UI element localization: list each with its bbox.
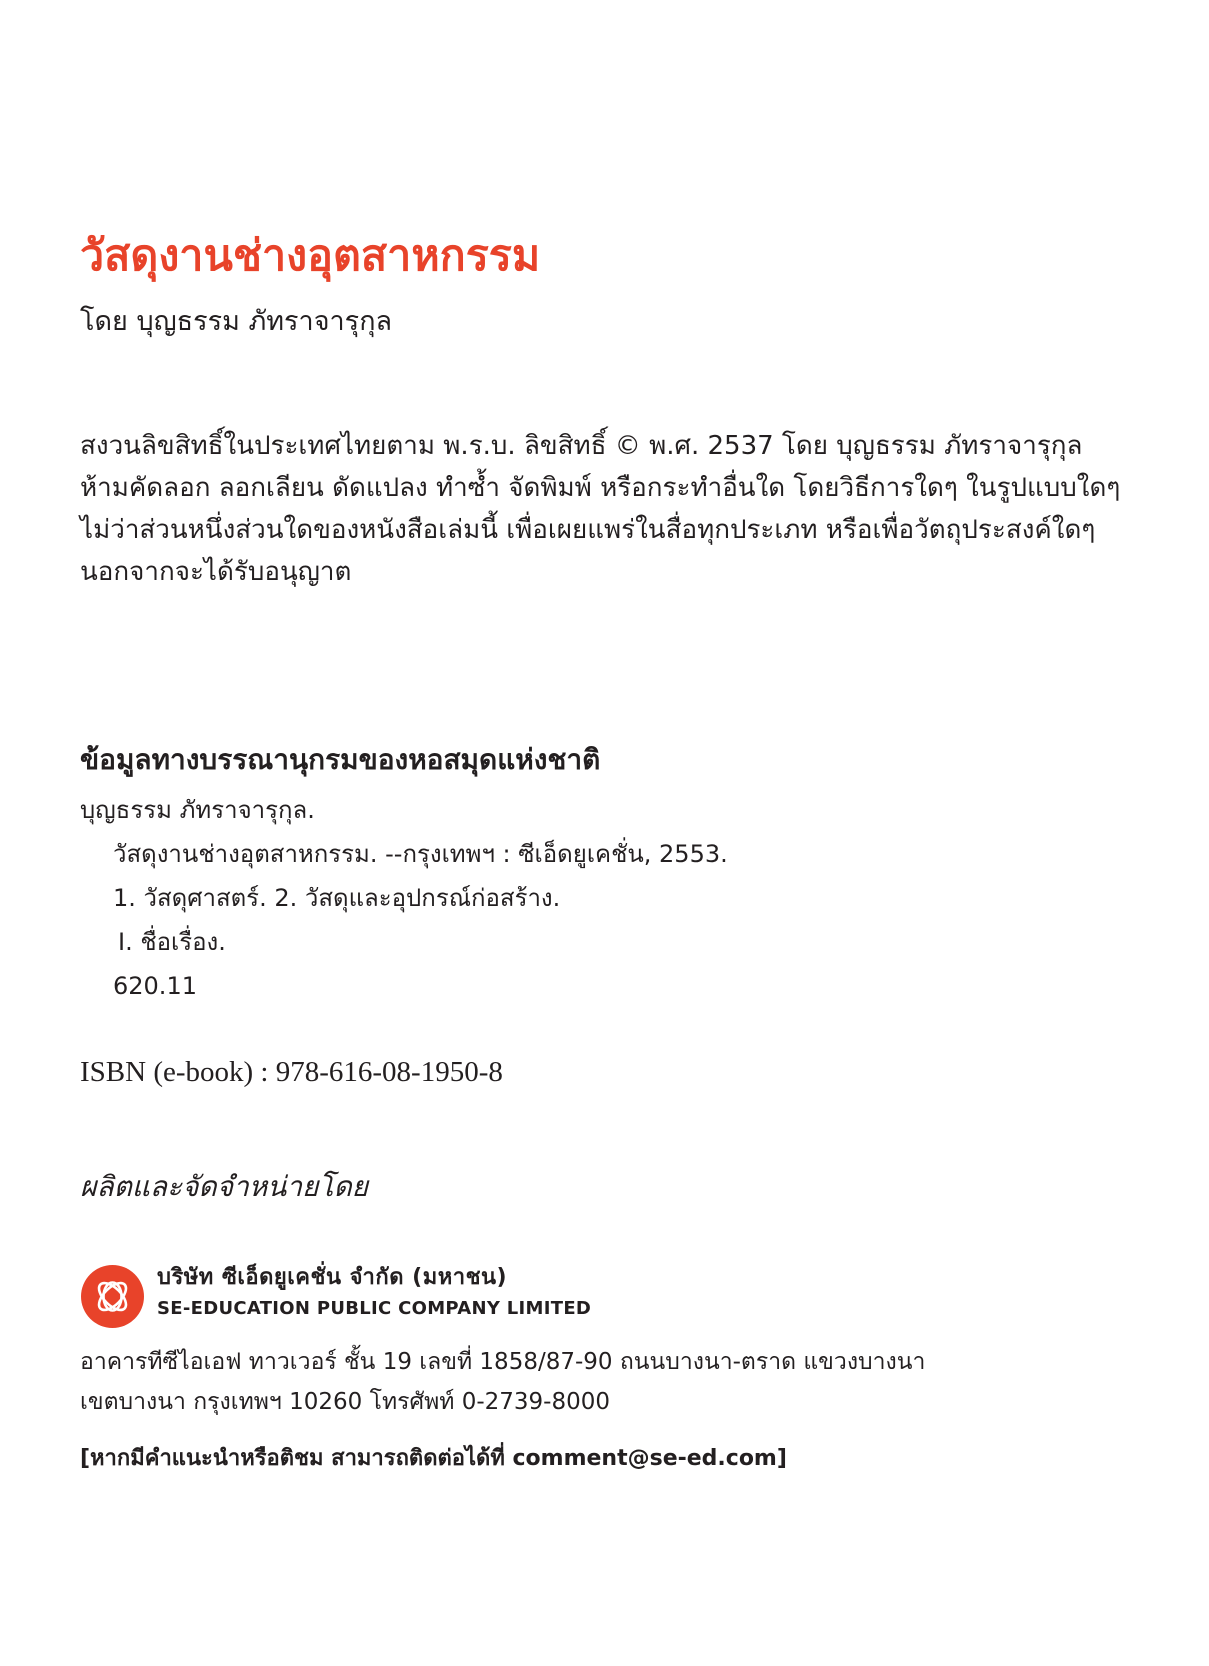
cip-title-line: วัสดุงานช่างอุตสาหกรรม. --กรุงเทพฯ : ซีเอ็ดยูเคชั่น, 2553. — [113, 840, 728, 868]
producer-label: ผลิตและจัดจำหน่ายโดย — [80, 1170, 369, 1203]
isbn: ISBN (e-book) : 978-616-08-1950-8 — [80, 1056, 503, 1088]
cip-author: บุญธรรม ภัทราจารุกุล. — [80, 796, 315, 824]
se-ed-logo-icon — [81, 1265, 144, 1328]
copyright-line: ห้ามคัดลอก ลอกเลียน ดัดแปลง ทำซ้ำ จัดพิมพ์ หรือกระทำอื่นใด โดยวิธีการใดๆ ในรูปแบบใดๆ — [80, 473, 1121, 503]
cip-title-entry: I. ชื่อเรื่อง. — [118, 928, 226, 956]
cip-classification: 620.11 — [113, 972, 197, 1000]
book-title: วัสดุงานช่างอุตสาหกรรม — [80, 231, 541, 281]
cip-heading: ข้อมูลทางบรรณานุกรมของหอสมุดแห่งชาติ — [80, 743, 601, 776]
author-line: โดย บุญธรรม ภัทราจารุกุล — [80, 306, 393, 337]
address-line: เขตบางนา กรุงเทพฯ 10260 โทรศัพท์ 0-2739-8000 — [80, 1389, 611, 1415]
cip-subjects: 1. วัสดุศาสตร์. 2. วัสดุและอุปกรณ์ก่อสร้าง. — [113, 884, 561, 912]
copyright-line: สงวนลิขสิทธิ์ในประเทศไทยตาม พ.ร.บ. ลิขสิทธิ์ © พ.ศ. 2537 โดย บุญธรรม ภัทราจารุกุล — [80, 431, 1083, 461]
feedback-note: [หากมีคำแนะนำหรือติชม สามารถติดต่อได้ที่ comment@se-ed.com] — [80, 1446, 787, 1471]
address-line: อาคารทีซีไอเอฟ ทาวเวอร์ ชั้น 19 เลขที่ 1858/87-90 ถนนบางนา-ตราด แขวงบางนา — [80, 1349, 926, 1375]
company-name-thai: บริษัท ซีเอ็ดยูเคชั่น จำกัด (มหาชน) — [157, 1265, 508, 1290]
company-name-english: SE-EDUCATION PUBLIC COMPANY LIMITED — [157, 1298, 592, 1319]
copyright-line: ไม่ว่าส่วนหนึ่งส่วนใดของหนังสือเล่มนี้ เพื่อเผยแพร่ในสื่อทุกประเภท หรือเพื่อวัตถุประสงค์ใดๆ — [80, 515, 1096, 545]
copyright-line: นอกจากจะได้รับอนุญาต — [80, 557, 352, 587]
